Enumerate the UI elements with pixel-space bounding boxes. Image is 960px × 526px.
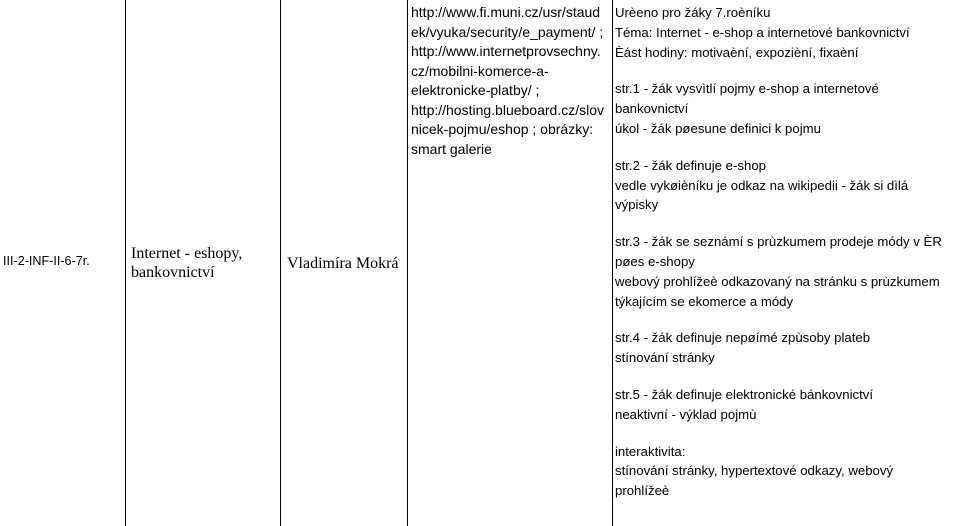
link-line: http://hosting.blueboard.cz/slov: [411, 101, 605, 118]
topic-line-2: bankovnictví: [131, 264, 215, 281]
description-line: týkajícím se ekomerce a módy: [615, 293, 794, 309]
description-line: str.4 - žák definuje nepøímé zpùsoby plateb: [615, 330, 871, 346]
description-block-page-2: [615, 156, 957, 215]
description-block-page-3: [615, 232, 957, 311]
description-line: Èást hodiny: motivaèní, expozièní, fixaèní: [615, 44, 859, 60]
description-line: interaktivita:: [615, 443, 686, 459]
description-block-intro: [615, 3, 957, 62]
link-line: elektronicke-platby/ ;: [411, 82, 540, 98]
author-cell: [287, 254, 405, 273]
description-line: úkol - žák pøesune definici k pojmu: [615, 120, 821, 136]
table-border-1: [125, 0, 126, 526]
link-line: http://www.fi.muni.cz/usr/staud: [411, 4, 601, 20]
link-line: ek/vyuka/security/e_payment/ ;: [411, 23, 604, 40]
description-line: str.2 - žák definuje e-shop: [615, 157, 767, 173]
table-border-4: [612, 0, 613, 526]
links-cell: [411, 3, 611, 159]
description-line: str.3 - žák se seznámí s prùzkumem prodeje módy v ÈR: [615, 234, 942, 250]
topic-line-1: Internet - eshopy,: [131, 245, 243, 262]
description-line: webový prohlížeè odkazovaný na stránku s prùzkumem: [615, 273, 940, 289]
description-block-page-5: [615, 385, 957, 425]
description-block-page-1: [615, 79, 957, 138]
description-line: vedle vykøièníku je odkaz na wikipedii - žák si dìlá: [615, 177, 909, 193]
description-line: str.5 - žák definuje elektronické bánkovnictví: [615, 386, 874, 402]
description-block-interactivity: [615, 442, 957, 501]
description-line: Téma: Internet - e-shop a internetové bankovnictví: [615, 24, 910, 40]
table-border-2: [280, 0, 281, 526]
description-line: Urèeno pro žáky 7.roèníku: [615, 5, 771, 20]
code-cell: [3, 252, 108, 270]
description-line: prohlížeè: [615, 483, 670, 499]
description-line: výpisky: [615, 197, 659, 213]
description-line: str.1 - žák vysvìtlí pojmy e-shop a internetové: [615, 81, 879, 97]
description-line: neaktivní - výklad pojmù: [615, 406, 757, 422]
description-block-page-4: [615, 328, 957, 368]
description-cell: [615, 3, 957, 501]
link-line: nicek-pojmu/eshop ; obrázky:: [411, 121, 594, 137]
topic-cell: [131, 244, 276, 282]
description-line: stínování stránky, hypertextové odkazy, webový: [615, 463, 894, 479]
link-line: cz/mobilni-komerce-a-: [411, 62, 549, 79]
link-line: http://www.internetprovsechny.: [411, 43, 601, 59]
author-name: Vladimíra Mokrá: [287, 255, 399, 272]
description-line: stínování stránky: [615, 350, 715, 366]
description-line: bankovnictví: [615, 101, 689, 117]
description-line: pøes e-shopy: [615, 253, 695, 269]
table-border-3: [407, 0, 408, 526]
link-line: smart galerie: [411, 140, 492, 157]
document-code: III-2-INF-II-6-7r.: [3, 254, 90, 268]
